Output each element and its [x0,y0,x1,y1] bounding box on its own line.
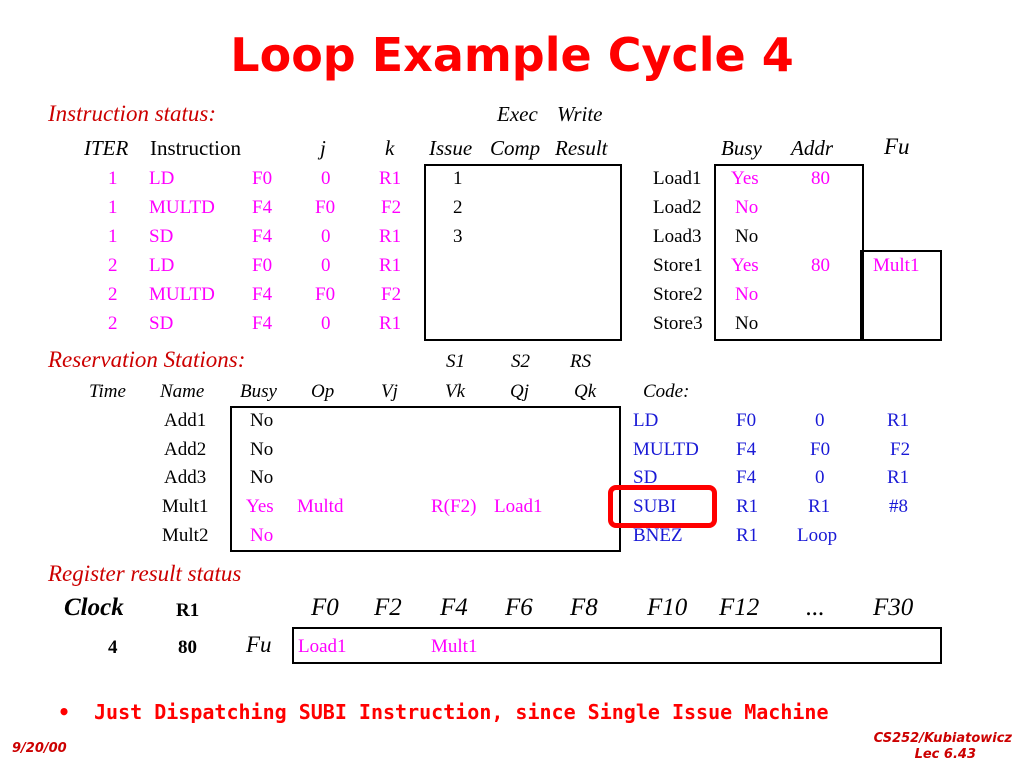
slide-title: Loop Example Cycle 4 [230,28,794,82]
fu-row-label: Fu [246,632,272,657]
qk-header: Qk [574,381,597,402]
instruction-status-label: Instruction status: [48,101,217,126]
register-name: F2 [374,594,402,621]
reservation-stations-box [230,406,621,552]
footer-course: CS252/Kubiatowicz [873,731,1012,746]
register-name: F10 [647,594,688,621]
result-header: Result [555,136,608,160]
name-header: Name [160,381,205,402]
vk-header: Vk [445,381,466,402]
k-header: k [385,136,395,160]
rs-header: RS [570,351,592,372]
register-name: ... [806,594,825,621]
register-fu-box [292,627,942,664]
r1-value: 80 [178,637,197,658]
register-name: F8 [570,594,598,621]
register-fu-value: Mult1 [431,636,478,657]
time-header: Time [89,381,126,402]
code-header: Code: [643,381,690,402]
register-name: F30 [873,594,914,621]
register-name: F4 [440,594,468,621]
register-result-status-label: Register result status [48,561,242,586]
s2-header: S2 [511,351,530,372]
reservation-stations-label: Reservation Stations: [48,347,246,372]
qj-header: Qj [510,381,529,402]
r1-label: R1 [176,600,200,621]
rs-busy-header: Busy [240,381,277,402]
exec-header: Exec [497,102,538,126]
clock-value: 4 [108,637,118,658]
vj-header: Vj [381,381,398,402]
s1-header: S1 [446,351,465,372]
issue-header: Issue [429,136,473,160]
fu-header: Fu [884,134,910,159]
write-header: Write [557,102,603,126]
busy-header: Busy [721,136,762,160]
instruction-status-box [424,164,622,341]
register-fu-value: Load1 [298,636,347,657]
op-header: Op [311,381,335,402]
footer-date: 9/20/00 [12,741,67,756]
register-name: F12 [719,594,760,621]
register-name: F0 [311,594,339,621]
subi-highlight-box [608,485,717,528]
iter-header: ITER [84,136,129,160]
j-header: j [320,136,326,160]
clock-label: Clock [64,594,124,621]
register-name: F6 [505,594,533,621]
addr-header: Addr [791,136,833,160]
bullet-marker: • [58,700,71,724]
comp-header: Comp [490,136,541,160]
bullet-text: Just Dispatching SUBI Instruction, since Single Issue Machine [94,700,829,724]
instruction-header: Instruction [150,136,241,160]
footer-lecture: Lec 6.43 [914,747,976,762]
